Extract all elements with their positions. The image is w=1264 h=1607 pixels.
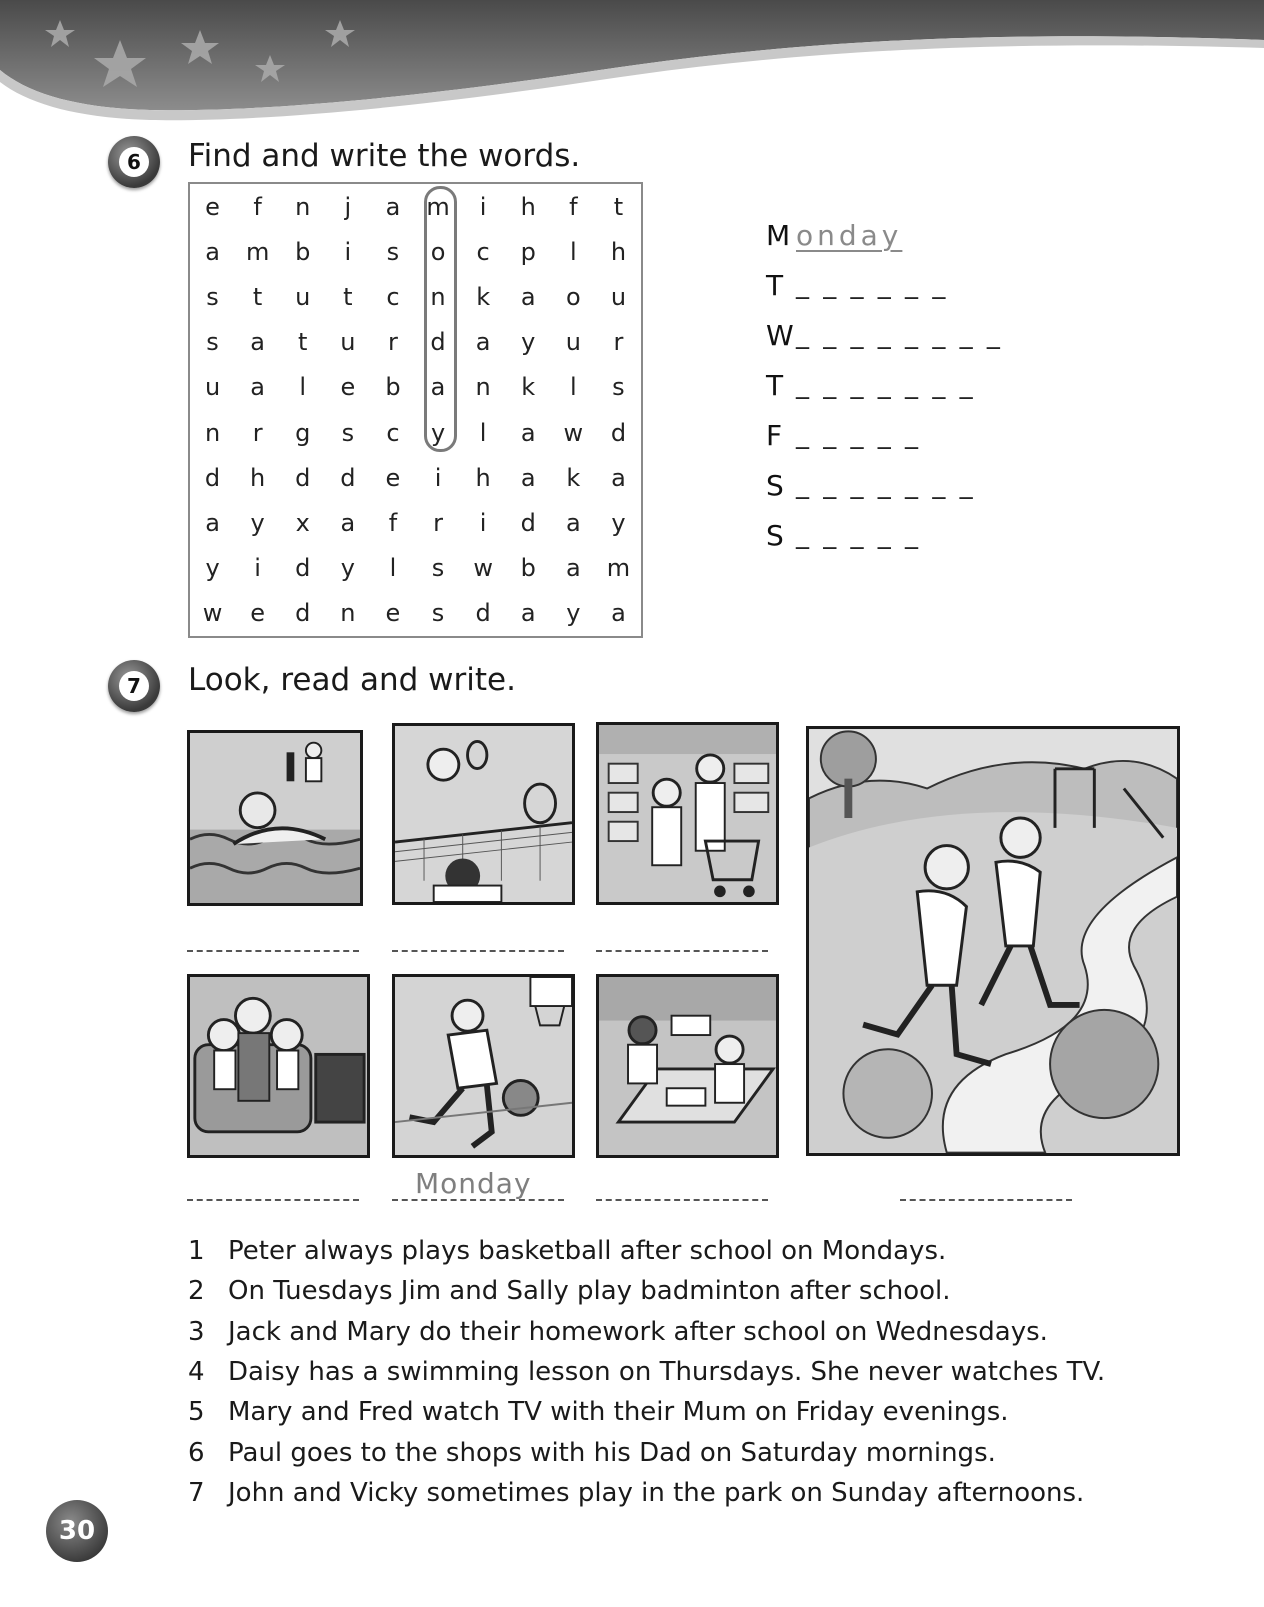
- picture-park: [806, 726, 1180, 1156]
- grid-letter: l: [570, 373, 577, 402]
- day-answer-blank[interactable]: _ _ _ _ _ _ _: [796, 470, 976, 500]
- day-row: [766, 310, 1066, 360]
- grid-letter: i: [434, 463, 442, 492]
- grid-letter: t: [613, 192, 624, 221]
- day-initial-letter: S: [766, 468, 784, 502]
- grid-letter: d: [610, 418, 627, 447]
- grid-letter: p: [520, 237, 536, 266]
- grid-letter: h: [610, 237, 627, 266]
- grid-letter: w: [563, 418, 584, 447]
- grid-letter: o: [566, 282, 581, 311]
- sentence-text: John and Vicky sometimes play in the park on Sunday afternoons.: [228, 1477, 1085, 1508]
- grid-letter: a: [340, 508, 356, 537]
- grid-letter: i: [344, 237, 352, 266]
- sentence-number: 1: [188, 1236, 205, 1267]
- answer-line-homework[interactable]: [596, 1199, 768, 1201]
- grid-letter: a: [205, 237, 220, 266]
- grid-letter: u: [610, 282, 627, 311]
- grid-letter: d: [520, 508, 536, 537]
- day-row: [766, 510, 1066, 560]
- grid-letter: t: [298, 328, 308, 357]
- grid-letter: h: [520, 192, 536, 221]
- day-row: [766, 410, 1066, 460]
- grid-letter: x: [295, 508, 310, 537]
- day-row: [766, 260, 1066, 310]
- grid-letter: k: [521, 373, 536, 402]
- grid-letter: a: [611, 599, 626, 628]
- grid-letter: u: [295, 282, 311, 311]
- grid-letter: u: [565, 328, 581, 357]
- grid-letter: a: [385, 192, 401, 221]
- sentence-item: [188, 1392, 1105, 1432]
- grid-letter: e: [340, 373, 356, 402]
- grid-letter: y: [611, 508, 626, 537]
- header-banner: [0, 0, 1264, 130]
- exercise-7-title: Look, read and write.: [188, 662, 516, 698]
- grid-letter: n: [475, 373, 491, 402]
- grid-letter: c: [476, 237, 490, 266]
- grid-letter: i: [479, 508, 487, 537]
- grid-letter: d: [340, 463, 356, 492]
- sentence-list: [188, 1231, 1105, 1513]
- grid-letter: i: [479, 192, 487, 221]
- day-answer-blank[interactable]: _ _ _ _ _: [796, 420, 922, 450]
- day-initial-letter: W: [766, 318, 794, 352]
- day-answer-blank[interactable]: _ _ _ _ _ _ _ _: [796, 320, 1003, 350]
- day-row: [766, 360, 1066, 410]
- grid-letter: f: [569, 192, 578, 221]
- day-initial-letter: T: [766, 268, 784, 302]
- grid-letter: d: [295, 599, 311, 628]
- grid-letter: a: [205, 508, 220, 537]
- grid-letter: a: [250, 373, 265, 402]
- grid-letter: s: [206, 328, 219, 357]
- grid-letter: m: [245, 237, 270, 266]
- grid-letter: y: [250, 508, 265, 537]
- grid-letter: m: [426, 192, 450, 221]
- grid-letter: a: [520, 599, 536, 628]
- grid-letter: e: [205, 192, 220, 221]
- exercise-6-number: 6: [119, 147, 149, 177]
- sentence-number: 2: [188, 1276, 205, 1307]
- grid-letter: d: [430, 328, 446, 357]
- grid-letter: a: [430, 373, 446, 402]
- grid-letter: d: [295, 463, 311, 492]
- grid-letter: n: [204, 418, 221, 447]
- grid-letter: l: [479, 418, 487, 447]
- sentence-number: 3: [188, 1316, 205, 1347]
- grid-letter: j: [344, 192, 352, 221]
- grid-letter: r: [613, 328, 624, 357]
- grid-letter: l: [389, 554, 397, 583]
- day-answer-blank[interactable]: _ _ _ _ _: [796, 520, 922, 550]
- grid-letter: u: [204, 373, 221, 402]
- grid-letter: y: [566, 599, 581, 628]
- grid-letter: e: [250, 599, 266, 628]
- grid-letter: g: [295, 418, 311, 447]
- picture-swimming: [187, 730, 363, 906]
- example-answer-monday: Monday: [415, 1167, 532, 1200]
- grid-letter: a: [565, 554, 581, 583]
- word-search-grid: [188, 182, 643, 638]
- grid-letter: a: [565, 508, 581, 537]
- answer-line-park[interactable]: [900, 1199, 1072, 1201]
- picture-watching-tv: [187, 974, 370, 1158]
- grid-letter: a: [520, 418, 536, 447]
- picture-shopping: [596, 722, 779, 905]
- day-answer-blank[interactable]: _ _ _ _ _ _ _: [796, 370, 976, 400]
- sentence-item: [188, 1271, 1105, 1311]
- grid-letter: e: [385, 463, 401, 492]
- grid-letter: a: [520, 282, 536, 311]
- grid-letter: r: [388, 328, 398, 357]
- grid-letter: h: [250, 463, 266, 492]
- grid-letter: s: [386, 237, 400, 266]
- day-answer-blank[interactable]: _ _ _ _ _ _: [796, 270, 949, 300]
- grid-letter: n: [295, 192, 311, 221]
- answer-line-swimming[interactable]: [187, 950, 359, 952]
- grid-letter: w: [473, 554, 493, 583]
- grid-letter: s: [612, 373, 625, 402]
- grid-letter: s: [206, 282, 219, 311]
- day-initial-letter: S: [766, 518, 784, 552]
- grid-letter: b: [520, 554, 536, 583]
- grid-letter: f: [388, 508, 398, 537]
- sentence-item: [188, 1312, 1105, 1352]
- page-number: 30: [46, 1500, 108, 1562]
- grid-letter: r: [252, 418, 263, 447]
- answer-line-watching-tv[interactable]: [187, 1199, 359, 1201]
- day-initial-letter: F: [766, 418, 783, 452]
- answer-line-badminton[interactable]: [392, 950, 564, 952]
- sentence-text: Peter always plays basketball after school on Mondays.: [228, 1236, 947, 1267]
- grid-letter: l: [299, 373, 307, 402]
- grid-letter: i: [254, 554, 261, 583]
- grid-letter: t: [252, 282, 263, 311]
- sentence-number: 6: [188, 1437, 205, 1468]
- grid-letter: a: [475, 328, 491, 357]
- grid-letter: k: [566, 463, 581, 492]
- sentence-number: 5: [188, 1397, 205, 1428]
- grid-letter: m: [606, 554, 631, 583]
- grid-letter: b: [295, 237, 311, 266]
- grid-letter: y: [430, 418, 446, 447]
- grid-letter: n: [430, 282, 446, 311]
- grid-letter: d: [475, 599, 491, 628]
- grid-letter: h: [475, 463, 491, 492]
- grid-letter: d: [204, 463, 221, 492]
- found-word-highlight: [424, 186, 457, 452]
- day-example-answer: onday: [796, 218, 903, 252]
- grid-letter: o: [430, 237, 446, 266]
- day-initial-letter: M: [766, 218, 791, 252]
- grid-letter: a: [611, 463, 626, 492]
- grid-letter: s: [341, 418, 355, 447]
- sentence-item: [188, 1231, 1105, 1271]
- sentence-text: Jack and Mary do their homework after school on Wednesdays.: [228, 1316, 1048, 1347]
- exercise-7-badge: [108, 660, 160, 712]
- grid-letter: l: [570, 237, 577, 266]
- exercise-7-number: 7: [119, 671, 149, 701]
- grid-letter: y: [521, 328, 536, 357]
- sentence-item: [188, 1432, 1105, 1472]
- grid-letter: n: [340, 599, 356, 628]
- sentence-item: [188, 1352, 1105, 1392]
- exercise-6-badge: [108, 136, 160, 188]
- sentence-number: 7: [188, 1477, 205, 1508]
- day-answer-list: [766, 210, 1066, 560]
- grid-letter: d: [295, 554, 311, 583]
- picture-basketball: [392, 974, 575, 1158]
- grid-letter: y: [340, 554, 355, 583]
- day-row: [766, 460, 1066, 510]
- grid-letter: s: [431, 599, 445, 628]
- grid-letter: e: [385, 599, 401, 628]
- sentence-text: Mary and Fred watch TV with their Mum on Friday evenings.: [228, 1397, 1009, 1428]
- grid-letter: t: [343, 282, 353, 311]
- grid-letter: c: [386, 418, 400, 447]
- sentence-number: 4: [188, 1357, 205, 1388]
- grid-letter: y: [205, 554, 220, 583]
- day-row: [766, 210, 1066, 260]
- sentence-text: Daisy has a swimming lesson on Thursdays. She never watches TV.: [228, 1357, 1106, 1388]
- grid-letter: f: [253, 192, 262, 221]
- sentence-text: On Tuesdays Jim and Sally play badminton after school.: [228, 1276, 951, 1307]
- grid-letter: k: [476, 282, 491, 311]
- grid-letter: r: [433, 508, 443, 537]
- answer-line-shopping[interactable]: [596, 950, 768, 952]
- grid-letter: u: [340, 328, 356, 357]
- sentence-text: Paul goes to the shops with his Dad on Saturday mornings.: [228, 1437, 996, 1468]
- day-initial-letter: T: [766, 368, 784, 402]
- grid-letter: c: [386, 282, 400, 311]
- grid-letter: a: [250, 328, 265, 357]
- grid-letter: b: [385, 373, 401, 402]
- picture-homework: [596, 974, 779, 1158]
- grid-letter: a: [520, 463, 536, 492]
- picture-badminton: [392, 723, 575, 905]
- exercise-6-title: Find and write the words.: [188, 138, 581, 174]
- grid-letter: s: [431, 554, 445, 583]
- sentence-item: [188, 1473, 1105, 1513]
- grid-letter: w: [202, 599, 223, 628]
